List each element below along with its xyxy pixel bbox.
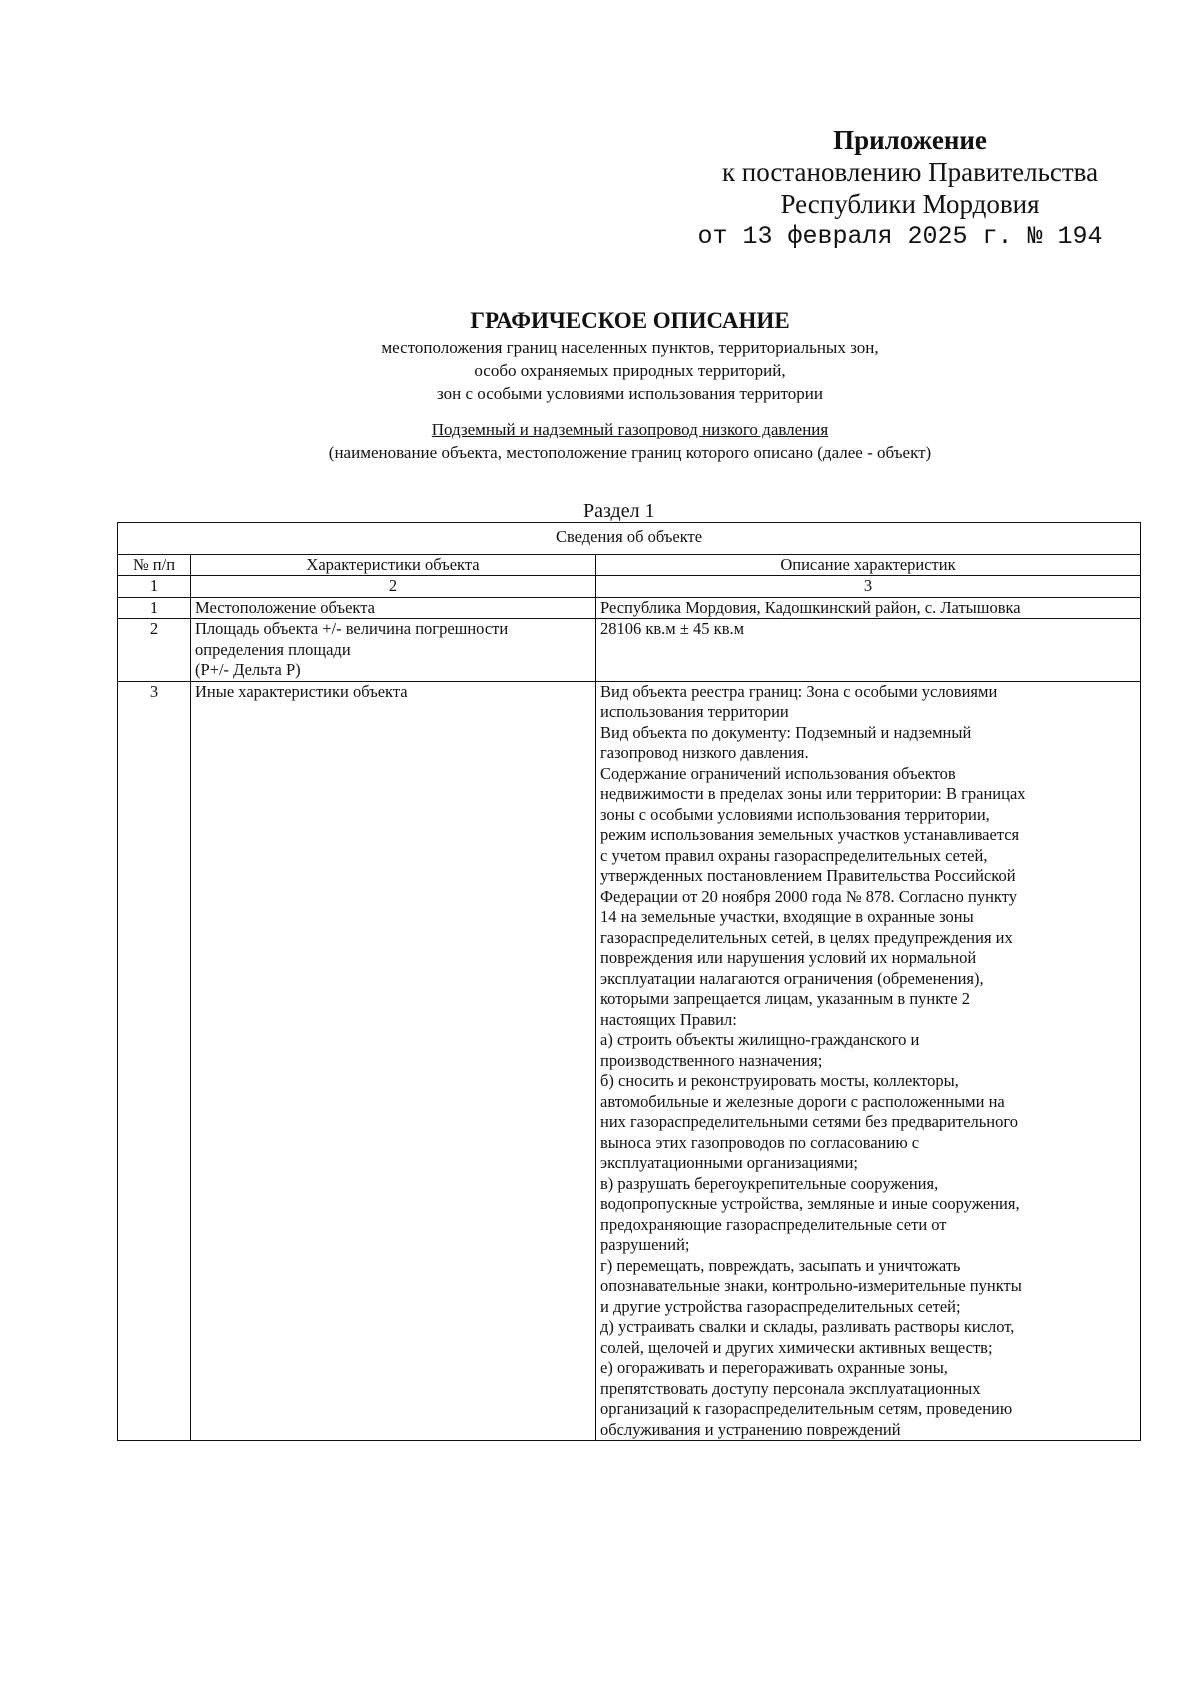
object-name-note: (наименование объекта, местоположение границ которого описано (далее - объект)	[328, 443, 932, 462]
text-line: разрушений;	[600, 1235, 690, 1254]
text-line: утвержденных постановлением Правительства Российской	[600, 866, 1016, 885]
text-line: г) перемещать, повреждать, засыпать и уничтожать	[600, 1255, 961, 1275]
document-title: ГРАФИЧЕСКОЕ ОПИСАНИЕ	[470, 308, 790, 333]
text-line: использования территории	[600, 702, 789, 721]
text-line: (Р+/- Дельта Р)	[195, 660, 301, 679]
text-line: эксплуатации налагаются ограничения (обременения),	[600, 968, 984, 988]
text-line: выноса этих газопроводов по согласованию с	[600, 1132, 920, 1152]
text-line: газораспределительных сетей, в целях предупреждения их	[600, 927, 1013, 947]
column-number: 1	[118, 576, 191, 598]
appendix-date: от 13 февраля 2025 г. № 194	[697, 222, 1103, 251]
text-line: д) устраивать свалки и склады, разливать растворы кислот,	[600, 1317, 1015, 1336]
document-subtitle-1: местоположения границ населенных пунктов, территориальных зон,	[381, 338, 879, 357]
column-number: 3	[596, 576, 1141, 598]
document-heading	[0, 306, 1200, 464]
appendix-title: Приложение	[833, 125, 987, 155]
text-line: а) строить объекты жилищно-гражданского и	[600, 1030, 920, 1049]
table-header-row	[118, 554, 1141, 576]
header-description: Описание характеристик	[596, 554, 1141, 576]
text-line: недвижимости в пределах зоны или территории: В границах	[600, 784, 1026, 803]
text-line: повреждения или нарушения условий их нормальной	[600, 948, 977, 967]
row-description	[596, 681, 1141, 1441]
text-line: эксплуатационными организациями;	[600, 1153, 858, 1172]
text-line: 14 на земельные участки, входящие в охранные зоны	[600, 907, 974, 926]
table-caption-row	[118, 523, 1141, 555]
text-line: зоны с особыми условиями использования территории,	[600, 804, 990, 824]
text-line: производственного назначения;	[600, 1050, 823, 1070]
text-line: опознавательные знаки, контрольно-измерительные пункты	[600, 1276, 1022, 1295]
row-number: 3	[118, 681, 191, 1441]
object-name: Подземный и надземный газопровод низкого давления	[431, 420, 829, 439]
text-line: Иные характеристики объекта	[195, 681, 408, 701]
text-line: солей, щелочей и других химически активных веществ;	[600, 1337, 993, 1357]
text-line: определения площади	[195, 639, 351, 659]
text-line: организаций к газораспределительным сетям, проведению	[600, 1399, 1013, 1418]
text-line: автомобильные и железные дороги с расположенными на	[600, 1091, 1005, 1111]
document-subtitle-3: зон с особыми условиями использования территории	[437, 384, 823, 403]
row-characteristic	[191, 619, 596, 682]
text-line: е) огораживать и перегораживать охранные зоны,	[600, 1358, 948, 1377]
text-line: которыми запрещается лицам, указанным в пункте 2	[600, 989, 970, 1008]
table-row	[118, 619, 1141, 682]
table-row	[118, 597, 1141, 619]
table-caption: Сведения об объекте	[118, 523, 1141, 555]
text-line: с учетом правил охраны газораспределительных сетей,	[600, 845, 988, 865]
table-row	[118, 681, 1141, 1441]
text-line: водопропускные устройства, земляные и иные сооружения,	[600, 1194, 1020, 1213]
text-line: препятствовать доступу персонала эксплуатационных	[600, 1378, 981, 1398]
object-info-table	[117, 522, 1141, 1441]
header-characteristic: Характеристики объекта	[191, 554, 596, 576]
row-characteristic	[191, 597, 596, 619]
text-line: газопровод низкого давления.	[600, 743, 809, 762]
text-line: Вид объекта реестра границ: Зона с особыми условиями	[600, 681, 998, 701]
text-line: них газораспределительными сетями без предварительного	[600, 1112, 1018, 1131]
text-line: в) разрушать берегоукрепительные сооружения,	[600, 1173, 939, 1193]
text-line: Площадь объекта +/- величина погрешности	[195, 619, 509, 638]
row-number: 2	[118, 619, 191, 682]
row-description	[596, 597, 1141, 619]
text-line: предохраняющие газораспределительные сети от	[600, 1214, 947, 1234]
text-line: Содержание ограничений использования объектов	[600, 763, 956, 783]
text-line: Местоположение объекта	[195, 597, 375, 617]
column-number: 2	[191, 576, 596, 598]
text-line: 28106 кв.м ± 45 кв.м	[600, 619, 745, 638]
text-line: Федерации от 20 ноября 2000 года № 878. Согласно пункту	[600, 886, 1017, 906]
header-number: № п/п	[118, 554, 191, 576]
text-line: настоящих Правил:	[600, 1009, 737, 1029]
appendix-block	[697, 124, 1120, 254]
row-description	[596, 619, 1141, 682]
document-subtitle-2: особо охраняемых природных территорий,	[474, 361, 786, 380]
text-line: Республика Мордовия, Кадошкинский район, с. Латышовка	[600, 597, 1021, 617]
text-line: б) сносить и реконструировать мосты, коллекторы,	[600, 1071, 959, 1090]
text-line: обслуживания и устранению повреждений	[600, 1419, 901, 1439]
appendix-line-2: Республики Мордовия	[780, 189, 1040, 219]
text-line: и другие устройства газораспределительных сетей;	[600, 1296, 961, 1316]
table-column-number-row	[118, 576, 1141, 598]
section-label: Раздел 1	[583, 500, 655, 522]
row-number: 1	[118, 597, 191, 619]
text-line: Вид объекта по документу: Подземный и надземный	[600, 722, 972, 742]
row-characteristic	[191, 681, 596, 1441]
text-line: режим использования земельных участков устанавливается	[600, 825, 1020, 844]
appendix-line-1: к постановлению Правительства	[721, 157, 1099, 187]
